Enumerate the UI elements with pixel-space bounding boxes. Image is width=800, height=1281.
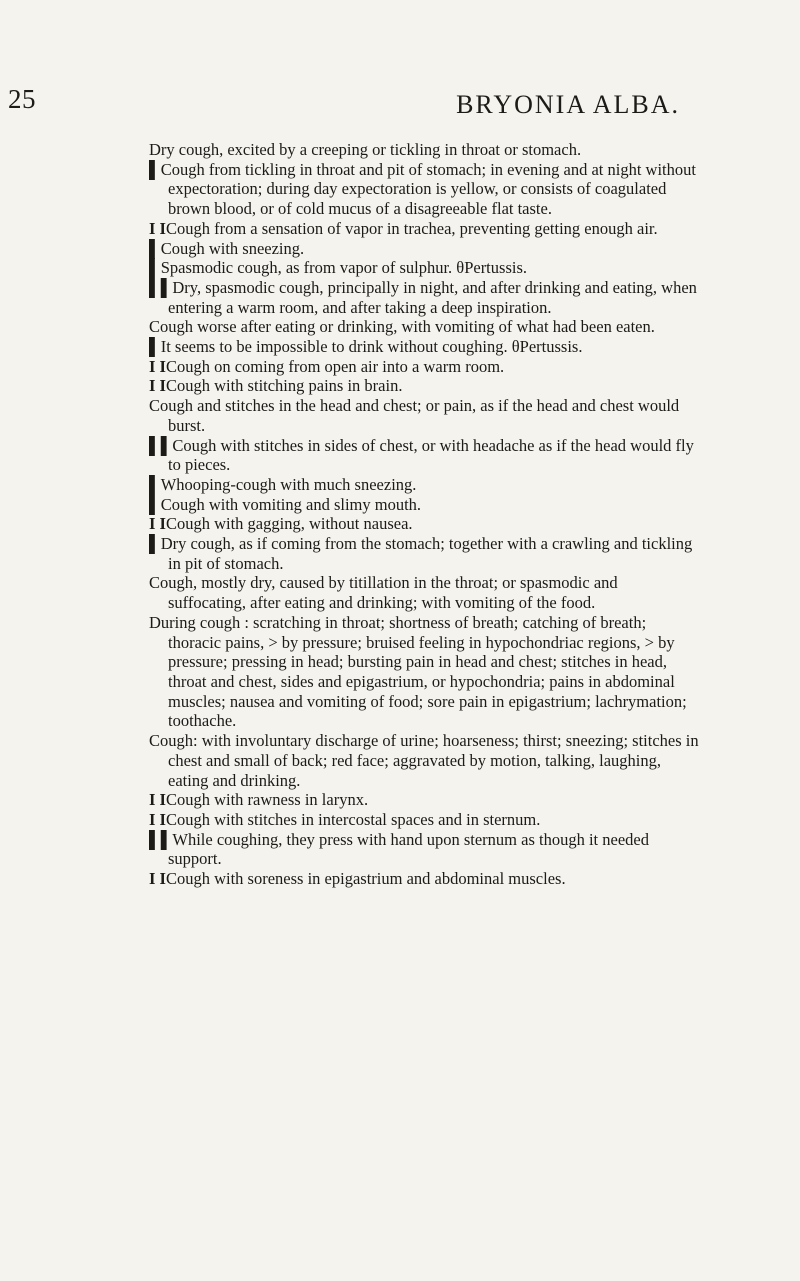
symptom-entry [149,160,699,219]
symptom-entry [149,731,699,790]
emphasis-marker: ▌▌ [149,277,173,297]
entry-text: Cough with soreness in epigastrium and abdominal muscles. [165,869,566,889]
emphasis-marker: I I [149,356,166,376]
emphasis-marker: ▌▌ [149,435,173,455]
symptom-entry [149,830,699,869]
symptom-entry [149,278,699,317]
emphasis-marker: I I [149,809,166,829]
entry-text: While coughing, they press with hand upon sternum as though it needed support. [168,829,649,869]
symptom-entry [149,436,699,475]
emphasis-marker: ▌ [149,337,161,357]
symptom-entry [149,869,699,889]
symptom-entry [149,357,699,377]
running-head: BRYONIA ALBA. [456,90,680,119]
symptom-entry [149,810,699,830]
symptom-entry [149,337,699,357]
symptom-entry [149,219,699,239]
emphasis-marker: ▌ [149,258,161,278]
symptom-entry [149,495,699,515]
symptom-entry [149,613,699,731]
entry-text: Spasmodic cough, as from vapor of sulphur. θPertussis. [160,258,527,278]
symptom-entry [149,396,699,435]
emphasis-marker: ▌ [149,474,161,494]
entry-text: During cough : scratching in throat; shortness of breath; catching of breath; thoracic pains, > by pressure; bruised feeling in hypochondriac regions, > by pressure; pressing in head; bursting pain in head and chest; stitches in head, throat and chest, sides and epigastrium, or hypochondria; pains in abdominal muscles; nausea and vomiting of food; sore pain in epigastrium; lachrymation; toothache. [149,612,687,731]
emphasis-marker: I I [149,218,166,238]
entry-text: It seems to be impossible to drink without coughing. θPertussis. [160,337,583,357]
emphasis-marker: ▌ [149,534,161,554]
emphasis-marker: ▌ [149,159,161,179]
entry-text: Cough with stitching pains in brain. [165,376,403,396]
symptom-entry [149,790,699,810]
symptom-entry [149,317,699,337]
entry-text: Dry cough, as if coming from the stomach; together with a crawling and tickling in pit of stomach. [160,534,693,573]
emphasis-marker: ▌ [149,494,161,514]
entry-text: Cough, mostly dry, caused by titillation in the throat; or spasmodic and suffocating, after eating and drinking; with vomiting of the food. [149,573,618,613]
entry-text: Cough with rawness in larynx. [165,790,369,810]
symptom-entry [149,140,699,160]
symptom-list [149,140,699,889]
symptom-entry [149,514,699,534]
symptom-entry [149,258,699,278]
symptom-entry [149,573,699,612]
emphasis-marker: ▌▌ [149,829,173,849]
entry-text: Cough from a sensation of vapor in trachea, preventing getting enough air. [165,218,658,238]
entry-text: Cough with sneezing. [160,238,305,258]
symptom-entry [149,376,699,396]
entry-text: Cough with stitches in intercostal spaces and in sternum. [165,809,541,829]
symptom-entry [149,475,699,495]
entry-text: Cough: with involuntary discharge of urine; hoarseness; thirst; sneezing; stitches in chest and small of back; red face; aggravated by motion, talking, laughing, eating and drinking. [149,731,699,790]
entry-text: Dry, spasmodic cough, principally in night, and after drinking and eating, when entering a warm room, and after taking a deep inspiration. [168,277,697,317]
entry-text: Cough on coming from open air into a warm room. [165,356,505,376]
emphasis-marker: I I [149,869,166,889]
symptom-entry [149,534,699,573]
emphasis-marker: I I [149,376,166,396]
entry-text: Cough with gagging, without nausea. [165,514,413,534]
entry-text: Cough worse after eating or drinking, with vomiting of what had been eaten. [149,317,655,337]
page-number: 25 [8,84,36,114]
symptom-entry [149,239,699,259]
emphasis-marker: I I [149,514,166,534]
page-header [0,84,800,124]
entry-text: Cough with vomiting and slimy mouth. [160,494,422,514]
entry-text: Cough from tickling in throat and pit of stomach; in evening and at night without expectoration; during day expectoration is yellow, or consists of coagulated brown blood, or of cold mucus of a disagreeable flat taste. [160,159,696,219]
entry-text: Cough with stitches in sides of chest, or with headache as if the head would fly to pieces. [168,435,694,475]
entry-text: Cough and stitches in the head and chest; or pain, as if the head and chest would burst. [149,396,680,435]
entry-text: Dry cough, excited by a creeping or tickling in throat or stomach. [149,140,582,159]
entry-text: Whooping-cough with much sneezing. [160,474,417,494]
emphasis-marker: I I [149,790,166,810]
emphasis-marker: ▌ [149,238,161,258]
